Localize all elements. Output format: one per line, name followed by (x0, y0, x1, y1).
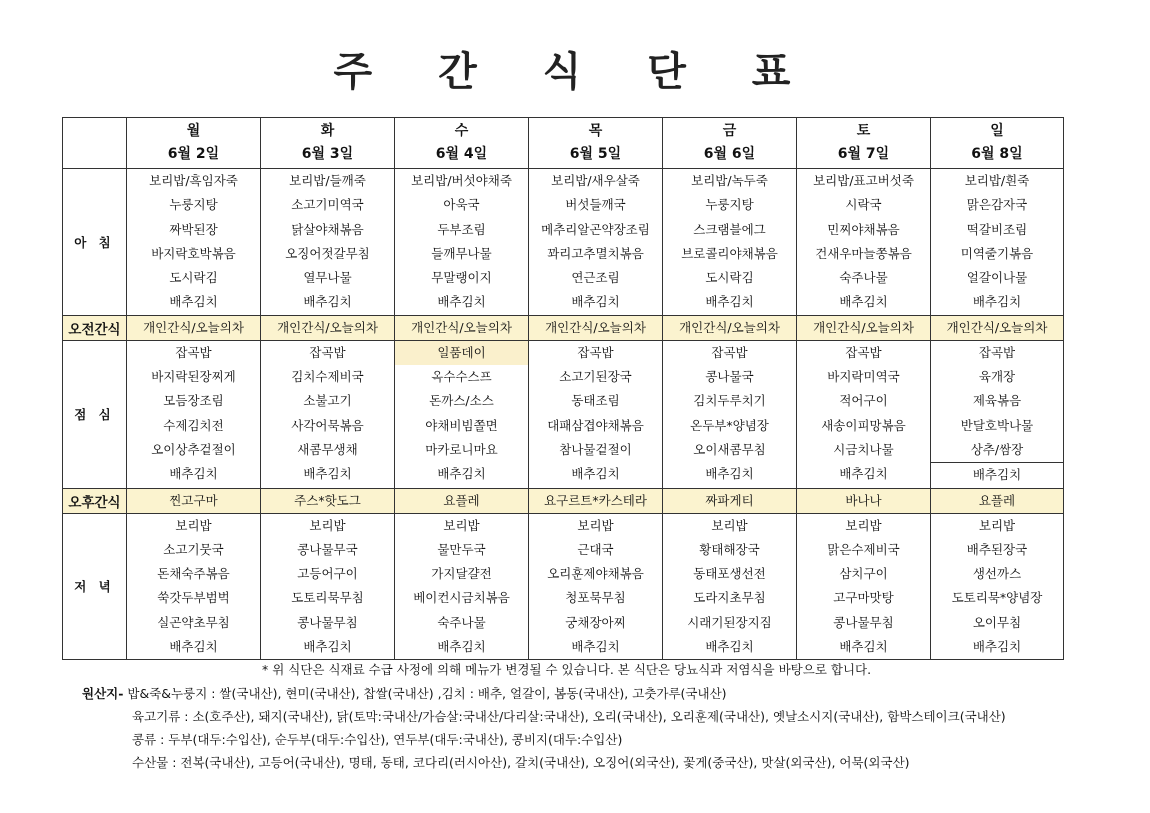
menu-cell: 잡곡밥 콩나물국 김치두루치기 온두부*양념장 오이새콤무침 배추김치 (663, 340, 797, 488)
header-row (63, 118, 1064, 169)
snack-cell: 요플레 (395, 488, 529, 513)
breakfast-row (63, 169, 1064, 316)
origin-line: 콩류 : 두부(대두:수입산), 순두부(대두:수입산), 연두부(대두:국내산), 콩비지(대두:수입산) (132, 732, 623, 747)
origin-line: 수산물 : 전복(국내산), 고등어(국내산), 명태, 동태, 코다리(러시아산), 갈치(국내산), 오징어(외국산), 꽃게(중국산), 맛살(외국산), 어묵(외국산) (132, 755, 910, 770)
menu-cell: 보리밥 콩나물무국 고등어구이 도토리묵무침 콩나물무침 배추김치 (261, 513, 395, 660)
menu-cell: 보리밥 맑은수제비국 삼치구이 고구마맛탕 콩나물무침 배추김치 (797, 513, 931, 660)
snack-cell: 요구르트*카스테라 (529, 488, 663, 513)
menu-cell: 잡곡밥 육개장 제육볶음 반달호박나물 상추/쌈장 배추김치 (931, 340, 1064, 488)
snack-cell: 주스*핫도그 (261, 488, 395, 513)
snack-cell: 개인간식/오늘의차 (931, 315, 1064, 340)
origin-line: 육고기류 : 소(호주산), 돼지(국내산), 닭(토막:국내산/가슴살:국내산/다리살:국내산), 오리(국내산), 오리훈제(국내산), 옛날소시지(국내산), 함박스테이크(국내산) (132, 709, 1006, 724)
origin-text: 밥&죽&누룽지 : 쌀(국내산), 현미(국내산), 찹쌀(국내산) ,김치 : 배추, 얼갈이, 봄동(국내산), 고춧가루(국내산) (127, 686, 727, 701)
menu-cell: 보리밥/흰죽 맑은감자국 떡갈비조림 미역줄기볶음 얼갈이나물 배추김치 (931, 169, 1064, 316)
snack-cell: 찐고구마 (127, 488, 261, 513)
menu-cell: 보리밥/표고버섯죽 시락국 민찌야채볶음 건새우마늘쫑볶음 숙주나물 배추김치 (797, 169, 931, 316)
day-header: 금 6월 6일 (663, 118, 797, 169)
lunch-row (63, 340, 1064, 488)
day-header: 목 6월 5일 (529, 118, 663, 169)
snack-cell: 요플레 (931, 488, 1064, 513)
origin-line (82, 684, 727, 702)
day-header: 월 6월 2일 (127, 118, 261, 169)
snack-cell: 개인간식/오늘의차 (261, 315, 395, 340)
menu-cell: 일품데이 옥수수스프 돈까스/소스 야채비빔쫄면 마카로니마요 배추김치 (395, 340, 529, 488)
snack-cell: 바나나 (797, 488, 931, 513)
snack-cell: 짜파게티 (663, 488, 797, 513)
weekly-menu-table (62, 117, 1064, 660)
menu-cell: 보리밥/들깨죽 소고기미역국 닭살야채볶음 오징어젓갈무침 열무나물 배추김치 (261, 169, 395, 316)
menu-cell: 보리밥/흑임자죽 누룽지탕 짜박된장 바지락호박볶음 도시락김 배추김치 (127, 169, 261, 316)
menu-cell: 잡곡밥 소고기된장국 동태조림 대패삼겹야채볶음 참나물겉절이 배추김치 (529, 340, 663, 488)
day-header: 토 6월 7일 (797, 118, 931, 169)
menu-cell: 보리밥/새우살죽 버섯들깨국 메추리알곤약장조림 꽈리고추멸치볶음 연근조림 배추김치 (529, 169, 663, 316)
menu-cell: 보리밥 소고기뭇국 돈채숙주볶음 쑥갓두부범벅 실곤약초무침 배추김치 (127, 513, 261, 660)
corner-cell (63, 118, 127, 169)
dinner-row (63, 513, 1064, 660)
lunch-label: 점 심 (63, 340, 127, 488)
dinner-label: 저 녁 (63, 513, 127, 660)
pm-snack-label: 오후간식 (63, 488, 127, 513)
menu-cell: 보리밥 물만두국 가지달걀전 베이컨시금치볶음 숙주나물 배추김치 (395, 513, 529, 660)
menu-cell: 잡곡밥 바지락된장찌게 모듬장조림 수제김치전 오이상추겉절이 배추김치 (127, 340, 261, 488)
menu-cell: 보리밥/녹두죽 누룽지탕 스크램블에그 브로콜리야채볶음 도시락김 배추김치 (663, 169, 797, 316)
snack-cell: 개인간식/오늘의차 (127, 315, 261, 340)
menu-cell: 보리밥 근대국 오리훈제야채볶음 청포묵무침 궁채장아찌 배추김치 (529, 513, 663, 660)
origin-label: 원산지- (82, 686, 124, 701)
am-snack-label: 오전간식 (63, 315, 127, 340)
day-header: 일 6월 8일 (931, 118, 1064, 169)
day-header: 화 6월 3일 (261, 118, 395, 169)
menu-cell: 잡곡밥 바지락미역국 적어구이 새송이피망볶음 시금치나물 배추김치 (797, 340, 931, 488)
menu-cell: 보리밥/버섯야채죽 아욱국 두부조림 들깨무나물 무말랭이지 배추김치 (395, 169, 529, 316)
menu-cell: 보리밥 배추된장국 생선까스 도토리묵*양념장 오이무침 배추김치 (931, 513, 1064, 660)
menu-notice: * 위 식단은 식재료 수급 사정에 의해 메뉴가 변경될 수 있습니다. 본 식단은 당뇨식과 저염식을 바탕으로 합니다. (262, 662, 872, 677)
snack-cell: 개인간식/오늘의차 (797, 315, 931, 340)
am-snack-row (63, 315, 1064, 340)
page-title: 주 간 식 단 표 (333, 49, 817, 95)
snack-cell: 개인간식/오늘의차 (663, 315, 797, 340)
pm-snack-row (63, 488, 1064, 513)
breakfast-label: 아 침 (63, 169, 127, 316)
menu-cell: 보리밥 황태해장국 동태포생선전 도라지초무침 시래기된장지짐 배추김치 (663, 513, 797, 660)
day-header: 수 6월 4일 (395, 118, 529, 169)
snack-cell: 개인간식/오늘의차 (395, 315, 529, 340)
menu-cell: 잡곡밥 김치수제비국 소불고기 사각어묵볶음 새콤무생채 배추김치 (261, 340, 395, 488)
snack-cell: 개인간식/오늘의차 (529, 315, 663, 340)
